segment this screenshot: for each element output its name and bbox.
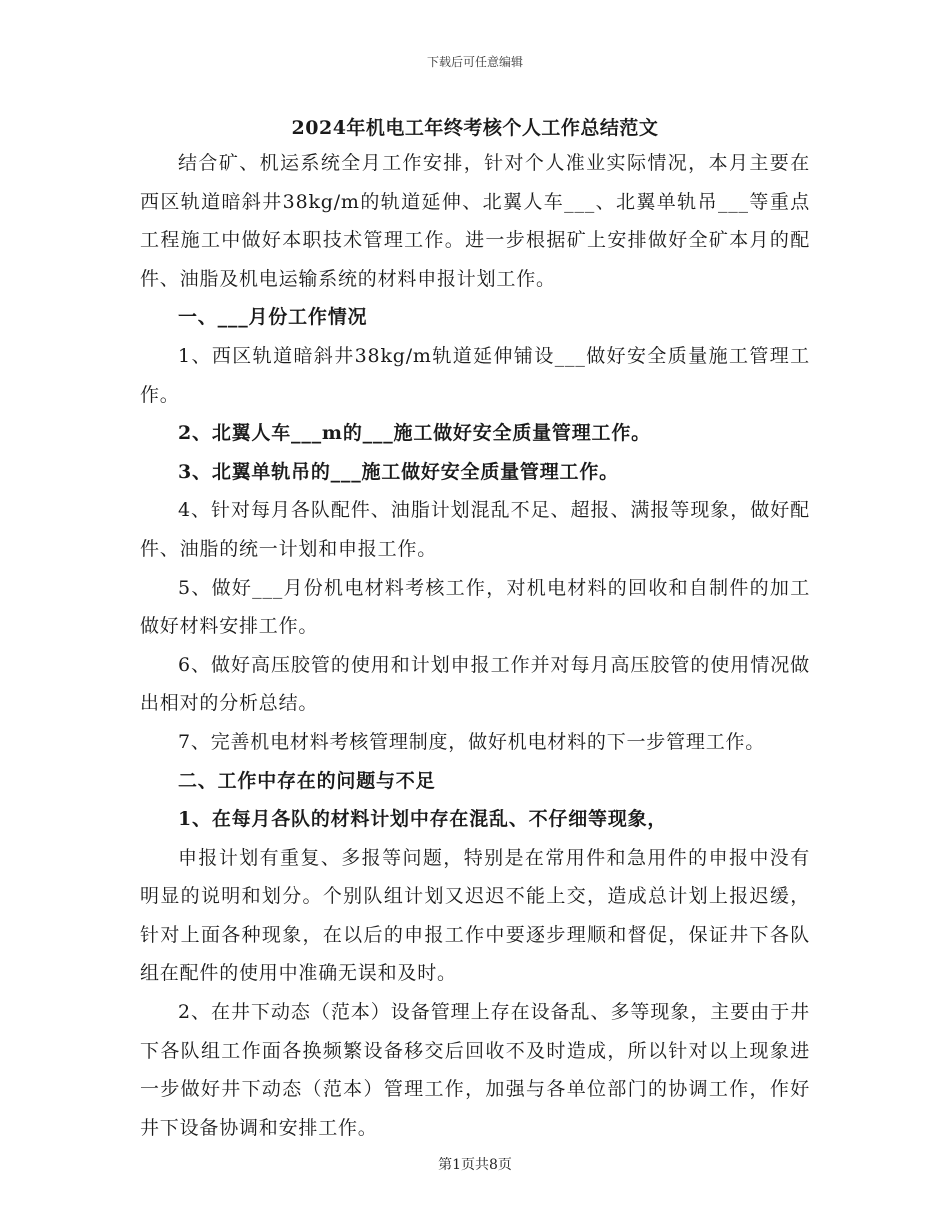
document-title: 2024年机电工年终考核个人工作总结范文 (291, 117, 659, 139)
paragraph: 一、___月份工作情况 (178, 306, 368, 329)
paragraph-list (140, 144, 810, 1147)
page-header-note: 下载后可任意编辑 (426, 55, 523, 69)
paragraph: 6、做好高压胶管的使用和计划申报工作并对每月高压胶管的使用情况做出相对的分析总结。 (140, 653, 810, 715)
paragraph: 4、针对每月各队配件、油脂计划混乱不足、超报、满报等现象，做好配件、油脂的统一计划和申报工作。 (140, 499, 810, 560)
page-footer-page-number: 第1页共8页 (438, 1157, 512, 1173)
paragraph: 2、北翼人车___m的___施工做好安全质量管理工作。 (178, 422, 651, 445)
paragraph: 1、西区轨道暗斜井38kg/m轨道延伸铺设___做好安全质量施工管理工作。 (140, 344, 810, 406)
paragraph: 二、工作中存在的问题与不足 (178, 769, 436, 792)
paragraph: 3、北翼单轨吊的___施工做好安全质量管理工作。 (178, 460, 619, 483)
paragraph: 1、在每月各队的材料计划中存在混乱、不仔细等现象， (178, 808, 668, 831)
paragraph: 结合矿、机运系统全月工作安排，针对个人准业实际情况，本月主要在西区轨道暗斜井38kg/m的轨道延伸、北翼人车___、北翼单轨吊___等重点工程施工中做好本职技术管理工作。进一步根据矿上安排做好全矿本月的配件、油脂及机电运输系统的材料申报计划工作。 (140, 152, 810, 290)
paragraph: 7、完善机电材料考核管理制度，做好机电材料的下一步管理工作。 (178, 730, 766, 753)
paragraph: 5、做好___月份机电材料考核工作，对机电材料的回收和自制件的加工做好材料安排工作。 (140, 576, 810, 638)
paragraph: 2、在井下动态（范本）设备管理上存在设备乱、多等现象，主要由于井下各队组工作面各换频繁设备移交后回收不及时造成，所以针对以上现象进一步做好井下动态（范本）管理工作，加强与各单位部门的协调工作，作好井下设备协调和安排工作。 (140, 1001, 810, 1139)
document-body (140, 112, 810, 1147)
paragraph: 申报计划有重复、多报等问题，特别是在常用件和急用件的申报中没有明显的说明和划分。个别队组计划又迟迟不能上交，造成总计划上报迟缓，针对上面各种现象，在以后的申报工作中要逐步理顺和督促，保证井下各队组在配件的使用中准确无误和及时。 (140, 846, 810, 985)
